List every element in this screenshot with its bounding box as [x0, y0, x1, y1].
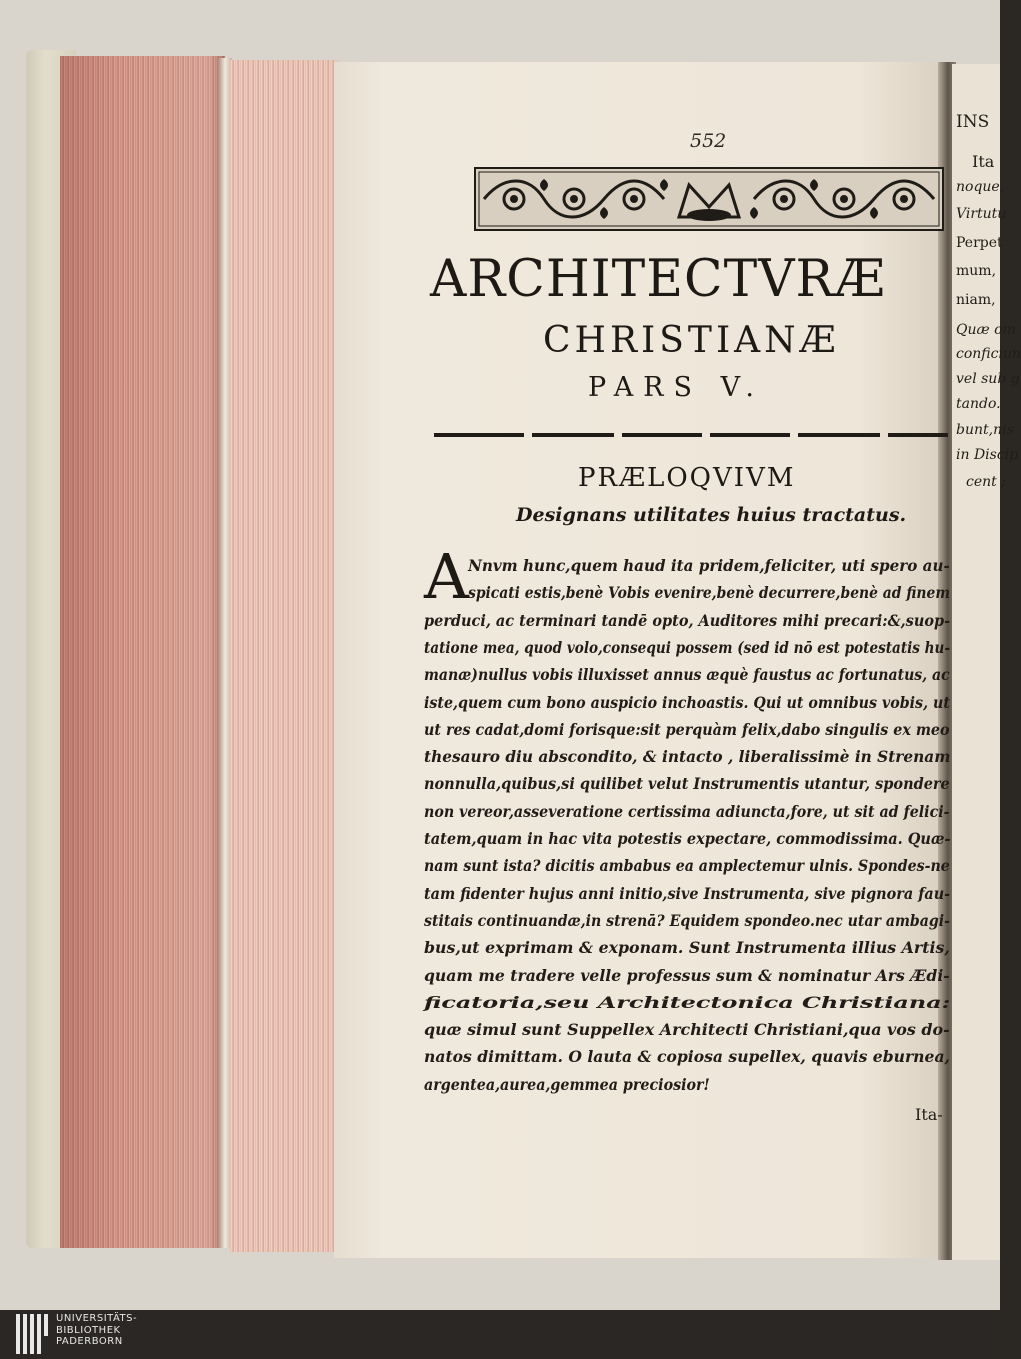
facing-page-line: niam,	[956, 292, 996, 308]
body-text-line: stitais continuandæ,in strenā? Equidem spondeo.nec utar ambagi-	[424, 910, 950, 930]
body-text-line: nam sunt ista? dicitis ambabus ea amplectemur ulnis. Spondes-ne	[424, 856, 950, 876]
facing-page-line: tando.	[956, 396, 1001, 412]
facing-page-line: bunt,nis	[956, 422, 1014, 438]
facing-page-line: Ita	[972, 152, 995, 171]
divider-rule	[434, 430, 948, 440]
library-logo-icon	[14, 1312, 54, 1356]
facing-page-line: Quæ om	[956, 322, 1016, 338]
facing-page-line: in Discip	[956, 447, 1019, 463]
body-text-line: tam fidenter hujus anni initio,sive Instrumenta, sive pignora fau-	[424, 883, 951, 903]
body-text-line: tatem,quam in hac vita potestis expectare, commodissima. Quæ-	[424, 829, 951, 848]
facing-page-line: cent ;	[966, 474, 1006, 490]
body-text-line: manæ)nullus vobis illuxisset annus æquè faustus ac fortunatus, ac	[424, 665, 950, 685]
body-text-line: perduci, ac terminari tandē opto, Auditores mihi precari:&,suop-	[424, 610, 951, 630]
facing-page-line: Perpet	[956, 235, 1003, 251]
body-text-line: quæ simul sunt Suppellex Architecti Christiani,qua vos do-	[424, 1020, 950, 1040]
body-text-line: ficatoria,seu Architectonica Christiana:	[424, 992, 951, 1012]
body-text-line: non vereor,asseveratione certissima adiuncta,fore, ut sit ad felici-	[424, 801, 950, 821]
body-text-line: spicati estis,benè Vobis evenire,benè decurrere,benè ad finem	[468, 583, 951, 603]
part-label: PARS V.	[588, 372, 764, 403]
body-text-line: natos dimittam. O lauta & copiosa supellex, quavis eburnea,	[424, 1047, 950, 1067]
body-text-line: argentea,aurea,gemmea preciosior!	[424, 1074, 710, 1094]
facing-page-line: vel sub g	[956, 371, 1020, 387]
footer-bar	[0, 1310, 1000, 1359]
body-text-line: quam me tradere velle professus sum & nominatur Ars Ædi-	[424, 965, 950, 985]
drop-cap: A	[424, 540, 469, 613]
page-edges-shade	[60, 56, 225, 1248]
body-text-line: ut res cadat,domi forisque:sit perquàm felix,dabo singulis ex meo	[424, 719, 950, 739]
facing-page-line: conficiun	[956, 346, 1021, 362]
library-name-line: BIBLIOTHEK	[56, 1324, 121, 1336]
facing-page-line: mum,	[956, 263, 997, 279]
section-subheading: Designans utilitates huius tractatus.	[516, 504, 907, 526]
library-name	[56, 1313, 137, 1348]
library-name-line: PADERBORN	[56, 1336, 123, 1347]
facing-page	[952, 64, 1021, 1260]
body-text-line: Nnvm hunc,quem haud ita pridem,feliciter, uti spero au-	[468, 556, 950, 575]
page-subtitle: CHRISTIANÆ	[543, 320, 840, 361]
catchword: Ita-	[915, 1105, 943, 1124]
ornamental-headpiece	[474, 167, 944, 231]
page-edges-middle	[230, 60, 338, 1252]
facing-page-line: INS	[956, 112, 990, 132]
page-number: 552	[690, 130, 727, 152]
facing-page-line: noque,	[956, 179, 1005, 195]
section-heading: PRÆLOQVIVM	[578, 463, 796, 493]
body-text-line: bus,ut exprimam & exponam. Sunt Instrumenta illius Artis,	[424, 938, 950, 958]
body-text-line: iste,quem cum bono auspicio inchoastis. Qui ut omnibus vobis, ut	[424, 692, 950, 712]
body-text-line: nonnulla,quibus,si quilibet velut Instrumentis utantur, spondere	[424, 774, 950, 794]
body-text-line: thesauro diu abscondito, & intacto , liberalissimè in Strenam	[424, 747, 951, 767]
page-title: ARCHITECTVRÆ	[430, 250, 886, 309]
library-name-line: UNIVERSITÄTS-	[56, 1313, 138, 1324]
body-text-line: tatione mea, quod volo,consequi possem (sed id nō est potestatis hu-	[424, 637, 951, 657]
facing-page-line: Virtutu	[956, 206, 1007, 222]
